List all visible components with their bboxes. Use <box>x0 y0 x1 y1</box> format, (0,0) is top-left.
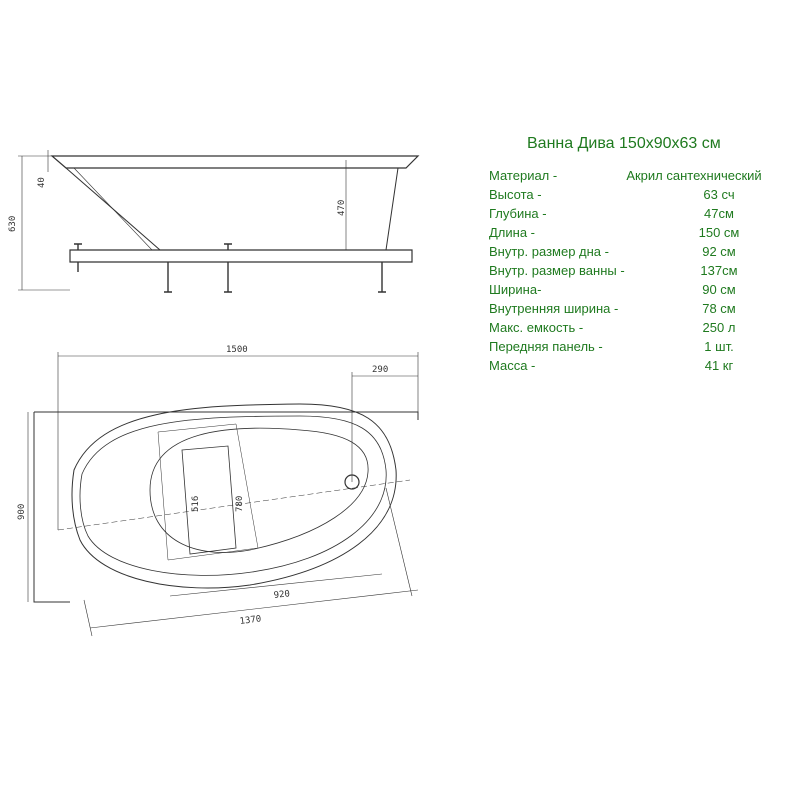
spec-label: Внутр. размер ванны - <box>489 263 625 278</box>
spec-row-width <box>489 282 779 300</box>
side-view <box>18 150 418 292</box>
spec-label: Длина - <box>489 225 536 240</box>
side-view-base <box>70 250 412 262</box>
side-view-body <box>66 168 398 250</box>
dimension-labels <box>8 177 388 627</box>
spec-label: Высота - <box>489 187 542 202</box>
spec-label: Передняя панель - <box>489 339 603 354</box>
spec-value: 92 см <box>702 244 736 259</box>
spec-label: Глубина - <box>489 206 547 221</box>
spec-label: Масса - <box>489 358 536 373</box>
spec-value: 41 кг <box>704 358 734 373</box>
inner-box <box>158 424 258 560</box>
top-view-bottom-contour <box>150 428 368 552</box>
dim-516: 516 <box>191 495 201 512</box>
dim-40: 40 <box>37 177 47 188</box>
spec-label: Материал - <box>489 168 558 183</box>
spec-row-capacity <box>489 320 779 338</box>
spec-row-length <box>489 225 779 243</box>
spec-label: Ширина- <box>489 282 542 297</box>
dim-900: 900 <box>17 503 27 520</box>
side-view-rim <box>52 156 418 168</box>
spec-row-material <box>489 168 779 186</box>
spec-value: 1 шт. <box>704 339 734 354</box>
spec-row-weight <box>489 358 779 376</box>
spec-label: Внутр. размер дна - <box>489 244 609 259</box>
dim-290-line <box>352 372 418 482</box>
spec-value: 90 см <box>702 282 736 297</box>
dim-1500: 1500 <box>226 345 248 355</box>
spec-row-height <box>489 187 779 205</box>
spec-value: Акрил сантехнический <box>626 168 762 183</box>
spec-value: 47см <box>704 206 734 221</box>
spec-value: 250 л <box>702 320 736 335</box>
dim-1370-line <box>84 590 418 636</box>
dim-290: 290 <box>372 365 389 375</box>
spec-row-front-panel <box>489 339 779 357</box>
spec-value: 137см <box>700 263 738 278</box>
spec-label: Внутренняя ширина - <box>489 301 619 316</box>
spec-row-inner-width <box>489 301 779 319</box>
spec-row-inner-tub <box>489 263 779 281</box>
spec-label: Макс. емкость - <box>489 320 584 335</box>
dim-920-line <box>170 488 412 596</box>
top-view <box>28 352 418 636</box>
dim-1370: 1370 <box>239 614 262 627</box>
top-view-frame <box>34 412 418 602</box>
product-title: Ванна Дива 150x90x63 см <box>527 135 721 152</box>
spec-value: 78 см <box>702 301 736 316</box>
dim-630: 630 <box>8 215 18 232</box>
dim-780: 780 <box>235 495 245 512</box>
spec-row-inner-bottom <box>489 244 779 262</box>
dim-920: 920 <box>273 589 291 601</box>
side-view-legs <box>74 244 386 292</box>
spec-value: 150 см <box>698 225 740 240</box>
spec-value: 63 сч <box>703 187 735 202</box>
dim-470: 470 <box>337 199 347 216</box>
spec-row-depth <box>489 206 779 224</box>
dim-630-line <box>18 156 70 290</box>
